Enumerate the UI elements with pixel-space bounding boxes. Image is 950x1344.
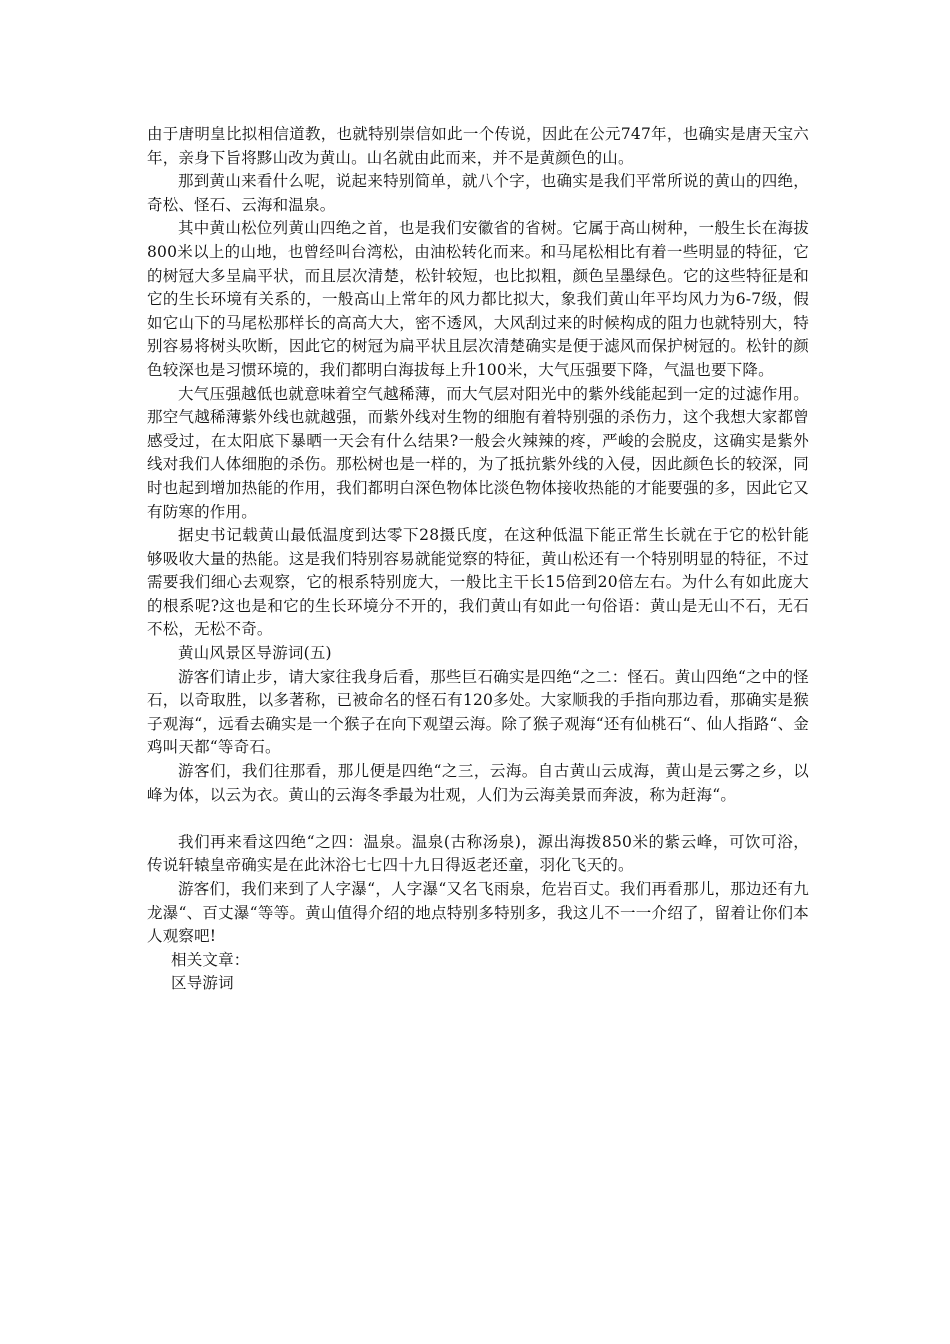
related-article-link[interactable]: 区导游词 [171,974,234,993]
paragraph-2: 那到黄山来看什么呢，说起来特别简单，就八个字，也确实是我们平常所说的黄山的四绝，奇松、怪石、云海和温泉。 [147,172,809,214]
paragraph-6: 游客们请止步，请大家往我身后看，那些巨石确实是四绝“之二：怪石。黄山四绝“之中的怪石，以奇取胜，以多著称，已被命名的怪石有120多处。大家顺我的手指向那边看，那确实是猴子观海“，远看去确实是一个猴子在向下观望云海。除了猴子观海“还有仙桃石“、仙人指路“、金鸡叫天都“等奇石。 [147,667,809,757]
related-articles-heading: 相关文章： [171,950,250,969]
blank-line [147,807,809,831]
paragraph-5: 据史书记载黄山最低温度到达零下28摄氏度，在这种低温下能正常生长就在于它的松针能够吸收大量的热能。这是我们特别容易就能觉察的特征，黄山松还有一个特别明显的特征，不过需要我们细心去观察，它的根系特别庞大，一般比主干长15倍到20倍左右。为什么有如此庞大的根系呢?这也是和它的生长环境分不开的，我们黄山有如此一句俗语：黄山是无山不石，无石不松，无松不奇。 [147,526,809,639]
paragraph-8: 我们再来看这四绝“之四：温泉。温泉(古称汤泉)，源出海拨850米的紫云峰，可饮可浴，传说轩辕皇帝确实是在此沐浴七七四十九日得返老还童，羽化飞天的。 [147,832,809,875]
paragraph-3: 其中黄山松位列黄山四绝之首，也是我们安徽省的省树。它属于高山树种，一般生长在海拔800米以上的山地，也曾经叫台湾松，由油松转化而来。和马尾松相比有着一些明显的特征，它的树冠大多呈扁平状，而且层次清楚，松针较短，也比拟粗，颜色呈墨绿色。它的这些特征是和它的生长环境有关系的，一般高山上常年的风力都比拟大，象我们黄山年平均风力为6-7级，假如它山下的马尾松那样长的高高大大，密不透风，大风刮过来的时候构成的阻力也就特别大，特别容易将树头吹断，因此它的树冠为扁平状且层次清楚确实是便于滤风而保护树冠的。松针的颜色较深也是习惯环境的，我们都明白海拔每上升100米，大气压强要下降，气温也要下降。 [147,219,809,379]
paragraph-1: 由于唐明皇比拟相信道教，也就特别崇信如此一个传说，因此在公元747年，也确实是唐天宝六年，亲身下旨将黟山改为黄山。山名就由此而来，并不是黄颜色的山。 [147,125,809,167]
paragraph-4: 大气压强越低也就意味着空气越稀薄，而大气层对阳光中的紫外线能起到一定的过滤作用。那空气越稀薄紫外线也就越强，而紫外线对生物的细胞有着特别强的杀伤力，这个我想大家都曾感受过，在太阳底下暴晒一天会有什么结果?一般会火辣辣的疼，严峻的会脱皮，这确实是紫外线对我们人体细胞的杀伤。那松树也是一样的，为了抵抗紫外线的入侵，因此颜色长的较深，同时也起到增加热能的作用，我们都明白深色物体比淡色物体接收热能的才能要强的多，因此它又有防寒的作用。 [147,384,809,521]
paragraph-7: 游客们，我们往那看，那儿便是四绝“之三，云海。自古黄山云成海，黄山是云雾之乡，以峰为体，以云为衣。黄山的云海冬季最为壮观，人们为云海美景而奔波，称为赶海“。 [147,762,809,804]
paragraph-9: 游客们，我们来到了人字瀑“，人字瀑“又名飞雨泉，危岩百丈。我们再看那儿，那边还有九龙瀑“、百丈瀑“等等。黄山值得介绍的地点特别多特别多，我这儿不一一介绍了，留着让你们本人观察吧! [147,880,809,946]
document-body [147,123,809,996]
section-heading: 黄山风景区导游词(五) [178,644,332,663]
